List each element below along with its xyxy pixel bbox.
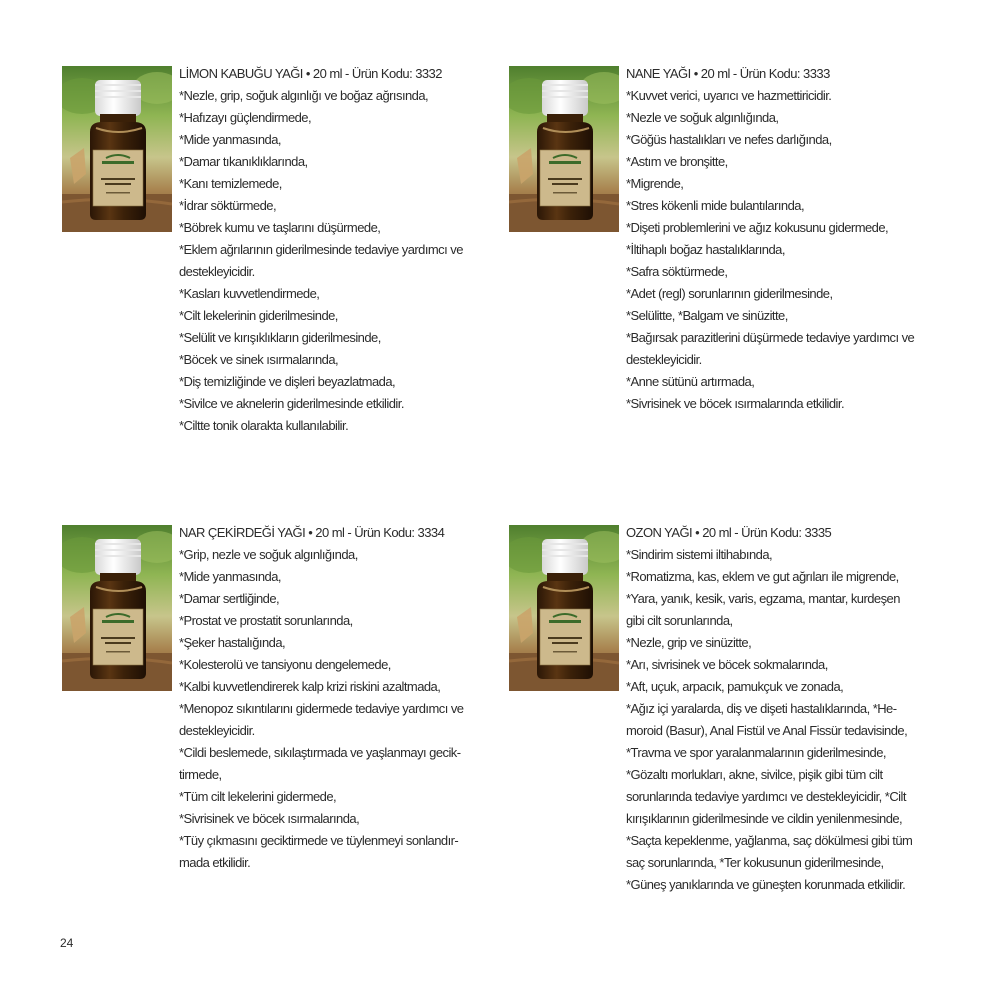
benefit-line: *Romatizma, kas, eklem ve gut ağrıları ile migrende,	[626, 569, 899, 584]
benefit-line: kırışıklarının giderilmesinde ve cildin yenilenmesinde,	[626, 811, 903, 826]
benefit-line: *Damar sertliğinde,	[179, 591, 280, 606]
product-benefit-list	[626, 85, 946, 415]
product-title: LİMON KABUĞU YAĞI • 20 ml - Ürün Kodu: 3332	[179, 66, 442, 81]
benefit-line: *Şeker hastalığında,	[179, 635, 286, 650]
product-title: OZON YAĞI • 20 ml - Ürün Kodu: 3335	[626, 525, 832, 540]
benefit-line: *Anne sütünü artırmada,	[626, 374, 755, 389]
benefit-line: moroid (Basur), Anal Fistül ve Anal Fissür tedavisinde,	[626, 723, 908, 738]
product-description	[179, 63, 499, 437]
benefit-line: *Grip, nezle ve soğuk algınlığında,	[179, 547, 358, 562]
benefit-line: *Menopoz sıkıntılarını gidermede tedaviye yardımcı ve	[179, 701, 464, 716]
benefit-line: *Sivrisinek ve böcek ısırmalarında,	[179, 811, 360, 826]
benefit-line: *Ağız içi yaralarda, diş ve dişeti hastalıklarında, *He-	[626, 701, 897, 716]
benefit-line: *Kolesterolü ve tansiyonu dengelemede,	[179, 657, 391, 672]
benefit-line: *Yara, yanık, kesik, varis, egzama, mantar, kurdeşen	[626, 591, 900, 606]
benefit-line: *Hafızayı güçlendirmede,	[179, 110, 312, 125]
product-title: NAR ÇEKİRDEĞİ YAĞI • 20 ml - Ürün Kodu: 3334	[179, 525, 445, 540]
benefit-line: *Eklem ağrılarının giderilmesinde tedaviye yardımcı ve	[179, 242, 463, 257]
benefit-line: *Travma ve spor yaralanmalarının giderilmesinde,	[626, 745, 886, 760]
benefit-line: gibi cilt sorunlarında,	[626, 613, 733, 628]
benefit-line: tirmede,	[179, 767, 222, 782]
benefit-line: *Migrende,	[626, 176, 684, 191]
benefit-line: destekleyicidir.	[179, 264, 255, 279]
benefit-line: *Cilt lekelerinin giderilmesinde,	[179, 308, 338, 323]
benefit-line: *Selülitte, *Balgam ve sinüzitte,	[626, 308, 788, 323]
benefit-line: *Sivilce ve aknelerin giderilmesinde etkilidir.	[179, 396, 404, 411]
benefit-line: *Bağırsak parazitlerini düşürmede tedaviye yardımcı ve	[626, 330, 915, 345]
benefit-line: *Astım ve bronşitte,	[626, 154, 728, 169]
product-photo	[62, 525, 172, 691]
benefit-line: sorunlarında tedaviye yardımcı ve destekleyicidir, *Cilt	[626, 789, 906, 804]
benefit-line: *Prostat ve prostatit sorunlarında,	[179, 613, 353, 628]
benefit-line: *Aft, uçuk, arpacık, pamukçuk ve zonada,	[626, 679, 844, 694]
benefit-line: *Diş temizliğinde ve dişleri beyazlatmada,	[179, 374, 396, 389]
benefit-line: *Saçta kepeklenme, yağlanma, saç dökülmesi gibi tüm	[626, 833, 913, 848]
benefit-line: *Tüm cilt lekelerini gidermede,	[179, 789, 337, 804]
product-title: NANE YAĞI • 20 ml - Ürün Kodu: 3333	[626, 66, 830, 81]
benefit-line: destekleyicidir.	[179, 723, 255, 738]
benefit-line: *İltihaplı boğaz hastalıklarında,	[626, 242, 785, 257]
benefit-line: *Kuvvet verici, uyarıcı ve hazmettiricidir.	[626, 88, 832, 103]
benefit-line: *Mide yanmasında,	[179, 132, 281, 147]
benefit-line: *Arı, sivrisinek ve böcek sokmalarında,	[626, 657, 828, 672]
product-description	[626, 522, 946, 896]
benefit-line: *Tüy çıkmasını geciktirmede ve tüylenmeyi sonlandır-	[179, 833, 459, 848]
product-photo	[62, 66, 172, 232]
benefit-line: *Cildi beslemede, sıkılaştırmada ve yaşlanmayı gecik-	[179, 745, 461, 760]
benefit-line: *Güneş yanıklarında ve güneşten korunmada etkilidir.	[626, 877, 906, 892]
benefit-line: *Kalbi kuvvetlendirerek kalp krizi riskini azaltmada,	[179, 679, 441, 694]
benefit-line: *Safra söktürmede,	[626, 264, 728, 279]
product-photo	[509, 66, 619, 232]
benefit-line: *Gözaltı morlukları, akne, sivilce, pişik gibi tüm cilt	[626, 767, 883, 782]
benefit-line: *Nezle, grip, soğuk algınlığı ve boğaz ağrısında,	[179, 88, 429, 103]
benefit-line: *Mide yanmasında,	[179, 569, 281, 584]
benefit-line: *Dişeti problemlerini ve ağız kokusunu gidermede,	[626, 220, 889, 235]
page-number: 24	[60, 936, 74, 950]
product-benefit-list	[179, 544, 499, 874]
benefit-line: *Selülit ve kırışıklıkların giderilmesinde,	[179, 330, 381, 345]
benefit-line: *Stres kökenli mide bulantılarında,	[626, 198, 805, 213]
benefit-line: *Nezle ve soğuk algınlığında,	[626, 110, 779, 125]
benefit-line: *Böbrek kumu ve taşlarını düşürmede,	[179, 220, 381, 235]
benefit-line: *Nezle, grip ve sinüzitte,	[626, 635, 752, 650]
benefit-line: *Damar tıkanıklıklarında,	[179, 154, 308, 169]
benefit-line: *Adet (regl) sorunlarının giderilmesinde,	[626, 286, 833, 301]
benefit-line: *Sindirim sistemi iltihabında,	[626, 547, 773, 562]
benefit-line: *Böcek ve sinek ısırmalarında,	[179, 352, 339, 367]
product-description	[626, 63, 946, 415]
benefit-line: saç sorunlarında, *Ter kokusunun giderilmesinde,	[626, 855, 884, 870]
benefit-line: *İdrar söktürmede,	[179, 198, 277, 213]
benefit-line: *Kanı temizlemede,	[179, 176, 282, 191]
benefit-line: mada etkilidir.	[179, 855, 251, 870]
benefit-line: *Kasları kuvvetlendirmede,	[179, 286, 320, 301]
product-photo	[509, 525, 619, 691]
benefit-line: destekleyicidir.	[626, 352, 702, 367]
benefit-line: *Ciltte tonik olarakta kullanılabilir.	[179, 418, 349, 433]
product-benefit-list	[179, 85, 499, 437]
product-description	[179, 522, 499, 874]
benefit-line: *Sivrisinek ve böcek ısırmalarında etkilidir.	[626, 396, 845, 411]
product-benefit-list	[626, 544, 946, 896]
benefit-line: *Göğüs hastalıkları ve nefes darlığında,	[626, 132, 832, 147]
